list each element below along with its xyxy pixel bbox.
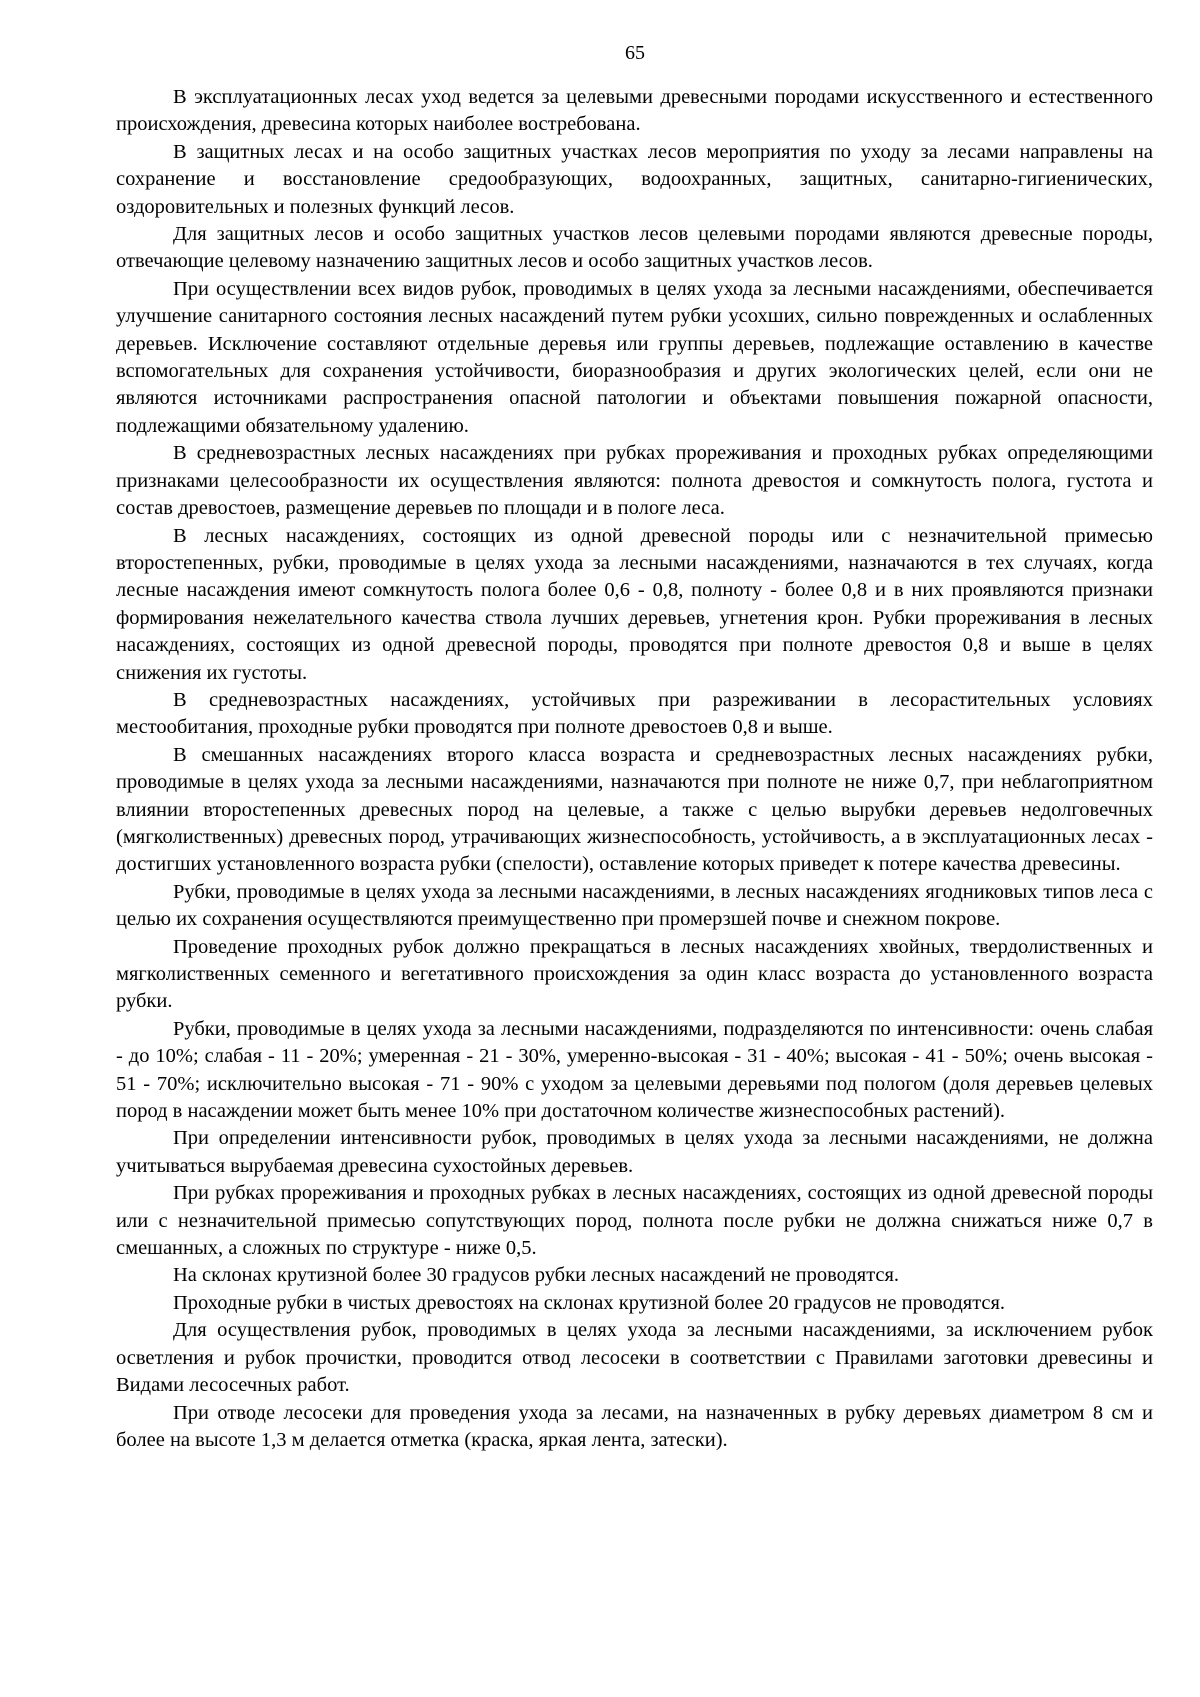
paragraph: При рубках прореживания и проходных рубках в лесных насаждениях, состоящих из одной древесной породы или с незначительной примесью сопутствующих пород, полнота после рубки не должна снижаться ниже 0,7 в смешанных, а сложных по структуре - ниже 0,5. <box>116 1182 1153 1260</box>
paragraph: Для защитных лесов и особо защитных участков лесов целевыми породами являются древесные породы, отвечающие целевому назначению защитных лесов и особо защитных участков лесов. <box>116 223 1153 273</box>
paragraph: В эксплуатационных лесах уход ведется за целевыми древесными породами искусственного и естественного происхождения, древесина которых наиболее востребована. <box>116 86 1153 136</box>
paragraph: В защитных лесах и на особо защитных участках лесов мероприятия по уходу за лесами направлены на сохранение и восстановление средообразующих, водоохранных, защитных, санитарно-гигиенических, оздоровительных и полезных функций лесов. <box>116 140 1153 218</box>
page-number: 65 <box>625 42 645 64</box>
paragraph: Рубки, проводимые в целях ухода за лесными насаждениями, в лесных насаждениях ягодниковых типов леса с целью их сохранения осуществляются преимущественно при промерзшей почве и снежном покрове. <box>116 880 1153 931</box>
paragraph: Проведение проходных рубок должно прекращаться в лесных насаждениях хвойных, твердолиственных и мягколиственных семенного и вегетативного происхождения за один класс возраста до установленного возраста рубки. <box>116 935 1153 1013</box>
paragraph: В средневозрастных насаждениях, устойчивых при разреживании в лесорастительных условиях местообитания, проходные рубки проводятся при полноте древостоев 0,8 и выше. <box>116 688 1153 739</box>
paragraph: Для осуществления рубок, проводимых в целях ухода за лесными насаждениями, за исключением рубок осветления и рубок прочистки, проводится отвод лесосеки в соответствии с Правилами заготовки древесины и Видами лесосечных работ. <box>116 1319 1153 1397</box>
paragraph: На склонах крутизной более 30 градусов рубки лесных насаждений не проводятся. <box>173 1264 900 1287</box>
paragraph: Рубки, проводимые в целях ухода за лесными насаждениями, подразделяются по интенсивности: очень слабая - до 10%; слабая - 11 - 20%; умеренная - 21 - 30%, умеренно-высокая - 31 - 40%; высокая - 41 - 50%; очень высокая - 51 - 70%; исключительно высокая - 71 - 90% с уходом за целевыми деревьями под пологом (доля деревьев целевых пород в насаждении может быть менее 10% при достаточном количестве жизнеспособных растений). <box>116 1017 1153 1123</box>
paragraph: В смешанных насаждениях второго класса возраста и средневозрастных лесных насаждениях рубки, проводимые в целях ухода за лесными насаждениями, назначаются при полноте не ниже 0,7, при неблагоприятном влиянии второстепенных древесных пород на целевые, а также с целью вырубки деревьев недолговечных (мягколиственных) древесных пород, утрачивающих жизнеспособность, устойчивость, а в эксплуатационных лесах - достигших установленного возраста рубки (спелости), оставление которых приведет к потере качества древесины. <box>116 743 1153 876</box>
document-body <box>116 84 1153 1454</box>
paragraph: При определении интенсивности рубок, проводимых в целях ухода за лесными насаждениями, не должна учитываться вырубаемая древесина сухостойных деревьев. <box>116 1127 1153 1177</box>
paragraph: При осуществлении всех видов рубок, проводимых в целях ухода за лесными насаждениями, обеспечивается улучшение санитарного состояния лесных насаждений путем рубки усохших, сильно поврежденных и ослабленных деревьев. Исключение составляют отдельные деревья или группы деревьев, подлежащие оставлению в качестве вспомогательных для сохранения устойчивости, биоразнообразия и других экологических целей, если они не являются источниками распространения опасной патологии и объектами повышения пожарной опасности, подлежащими обязательному удалению. <box>116 277 1153 437</box>
paragraph: В лесных насаждениях, состоящих из одной древесной породы или с незначительной примесью второстепенных, рубки, проводимые в целях ухода за лесными насаждениями, назначаются в тех случаях, когда лесные насаждения имеют сомкнутость полога более 0,6 - 0,8, полноту - более 0,8 и в них проявляются признаки формирования нежелательного качества ствола лучших деревьев, угнетения крон. Рубки прореживания в лесных насаждениях, состоящих из одной древесной породы, проводятся при полноте древостоя 0,8 и выше в целях снижения их густоты. <box>116 524 1153 684</box>
paragraph: При отводе лесосеки для проведения ухода за лесами, на назначенных в рубку деревьях диаметром 8 см и более на высоте 1,3 м делается отметка (краска, яркая лента, затески). <box>116 1401 1153 1451</box>
paragraph: Проходные рубки в чистых древостоях на склонах крутизной более 20 градусов не проводятся. <box>173 1291 1006 1314</box>
paragraph: В средневозрастных лесных насаждениях при рубках прореживания и проходных рубках определяющими признаками целесообразности их осуществления являются: полнота древостоя и сомкнутость полога, густота и состав древостоев, размещение деревьев по площади и в пологе леса. <box>116 442 1153 520</box>
